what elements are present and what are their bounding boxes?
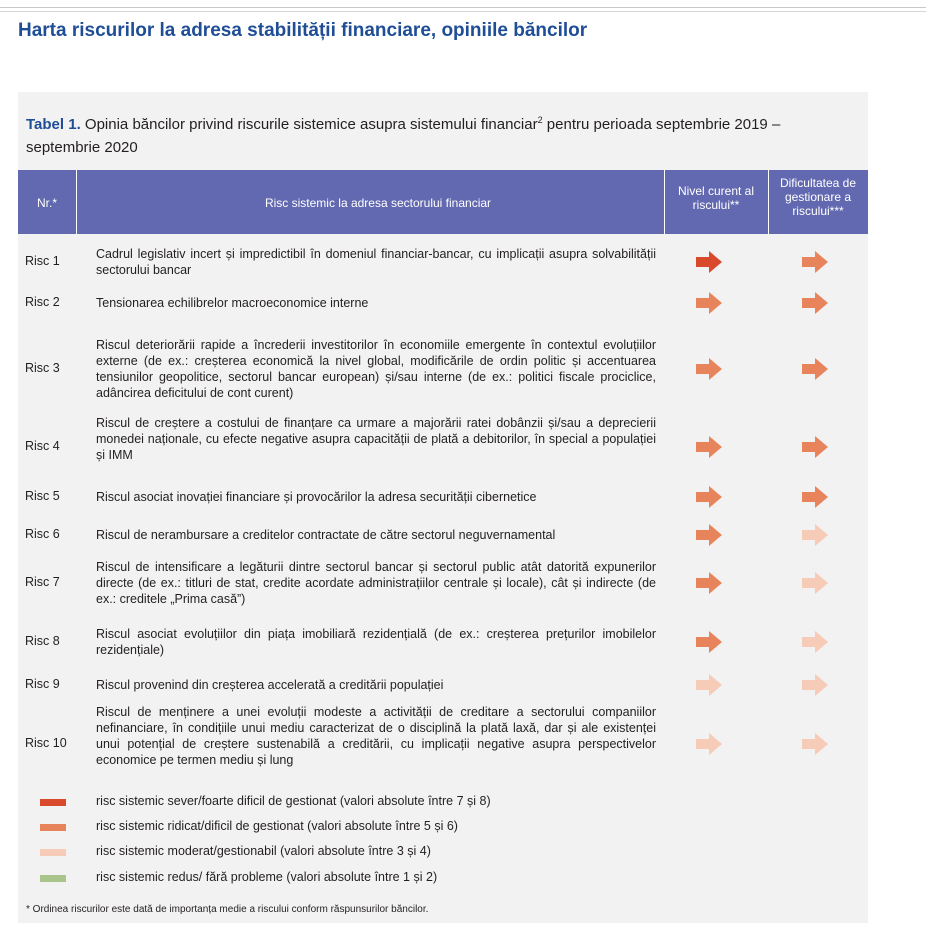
column-header-difficulty: Dificultatea de gestionare a riscului*** [779,176,857,218]
legend-swatch [40,875,66,882]
current-level-arrow-icon [696,631,722,653]
legend-swatch [40,824,66,831]
table-row [18,328,868,410]
difficulty-arrow-icon [802,292,828,314]
risk-description: Riscul asociat inovației financiare și provocărilor la adresa securității cibernetice [96,490,537,504]
table-panel [18,92,868,923]
risk-number: Risc 5 [25,489,60,503]
legend-item [18,868,868,888]
risk-description: Cadrul legislativ incert și impredictibil în domeniul financiar-bancar, cu implicații asupra solvabilității sectorului bancar [96,247,656,277]
risk-number: Risc 1 [25,254,60,268]
difficulty-arrow-icon [802,358,828,380]
table-caption-label: Tabel 1. [26,116,81,133]
risk-description: Riscul de nerambursare a creditelor contractate de către sectorul neguvernamental [96,528,556,542]
table-row [18,520,868,550]
column-header-risk: Risc sistemic la adresa sectorului financiar [264,196,492,210]
current-level-arrow-icon [696,674,722,696]
table-row [18,552,868,614]
table-caption-period: pentru perioada septembrie 2019 – septembrie 2020 [26,116,781,156]
risk-number: Risc 6 [25,527,60,541]
table-row [18,288,868,318]
difficulty-arrow-icon [802,631,828,653]
legend-label: risc sistemic moderat/gestionabil (valori absolute între 3 și 4) [96,844,431,858]
legend-item [18,817,868,837]
risk-number: Risc 10 [25,736,67,750]
column-divider [664,170,665,234]
current-level-arrow-icon [696,436,722,458]
current-level-arrow-icon [696,251,722,273]
table-caption-text: Opinia băncilor privind riscurile sistemice asupra sistemului financiar [80,116,538,133]
legend-label: risc sistemic redus/ fără probleme (valori absolute între 1 și 2) [96,870,438,884]
header-rule-secondary [0,11,926,12]
risk-number: Risc 8 [25,634,60,648]
current-level-arrow-icon [696,486,722,508]
risk-number: Risc 9 [25,677,60,691]
current-level-arrow-icon [696,292,722,314]
current-level-arrow-icon [696,733,722,755]
legend-label: risc sistemic sever/foarte dificil de gestionat (valori absolute între 7 și 8) [96,794,491,808]
table-row [18,482,868,512]
risk-description: Tensionarea echilibrelor macroeconomice interne [96,296,369,310]
legend-item [18,792,868,812]
legend-swatch [40,849,66,856]
current-level-arrow-icon [696,358,722,380]
risk-description: Riscul de creștere a costului de finanțare ca urmare a majorării ratei dobânzii și/sau a deprecierii monedei naționale, cu efecte negative asupra capacității de plată a debitorilor, în special a populației și IMM [96,416,656,462]
page-title: Harta riscurilor la adresa stabilității financiare, opiniile băncilor [18,20,588,41]
table-caption [26,109,786,159]
risk-description: Riscul asociat evoluțiilor din piața imobiliară rezidențială (de ex.: creșterea prețurilor imobilelor rezidențiale) [96,627,656,657]
current-level-arrow-icon [696,524,722,546]
risk-description: Riscul de menținere a unei evoluții modeste a activității de creditare a sectorului companiilor nefinanciare, în condițiile unui mediu caracterizat de o disciplină la plată laxă, dar și ale existenței unui potențial de creștere sustenabilă a creditării, cu implicații negative asupra perspectivelor economice pe termen mediu și lung [96,705,656,767]
risk-description: Riscul de intensificare a legăturii dintre sectorul bancar și sectorul public atât datorită expunerilor directe (de ex.: titluri de stat, credite acordate administrațiilor centrale și locale), cât și indirecte (de ex.: creditele „Prima casă”) [96,560,656,606]
table-row [18,242,868,282]
risk-number: Risc 4 [25,439,60,453]
legend-swatch [40,799,66,806]
column-header-nr: Nr.* [36,196,57,210]
table-footnote: * Ordinea riscurilor este dată de importanța medie a riscului conform răspunsurilor băncilor. [26,904,429,915]
legend-item [18,842,868,862]
difficulty-arrow-icon [802,733,828,755]
difficulty-arrow-icon [802,674,828,696]
risk-number: Risc 7 [25,575,60,589]
risk-description: Riscul deteriorării rapide a încrederii investitorilor în economiile emergente în contextul evoluțiilor externe (de ex.: creșterea economică la nivel global, modificările de ordin politic și accentuarea tensiunilor geopolitice, sectorul bancar european) și/sau interne (de ex.: politici fiscale prociclice, adâncirea deficitului de cont curent) [96,338,656,400]
difficulty-arrow-icon [802,436,828,458]
difficulty-arrow-icon [802,572,828,594]
header-rule [0,0,926,8]
table-row [18,704,868,784]
table-row [18,670,868,700]
difficulty-arrow-icon [802,486,828,508]
current-level-arrow-icon [696,572,722,594]
risk-number: Risc 2 [25,295,60,309]
footnote-ref: 2 [537,115,543,125]
table-row [18,622,868,662]
difficulty-arrow-icon [802,524,828,546]
legend-label: risc sistemic ridicat/dificil de gestionat (valori absolute între 5 și 6) [96,819,458,833]
column-divider [76,170,77,234]
difficulty-arrow-icon [802,251,828,273]
table-row [18,414,868,480]
risk-number: Risc 3 [25,361,60,375]
risk-description: Riscul provenind din creșterea accelerată a creditării populației [96,678,444,692]
table-header [18,170,868,234]
column-divider [768,170,769,234]
column-header-current-level: Nivel curent al riscului** [677,184,755,212]
